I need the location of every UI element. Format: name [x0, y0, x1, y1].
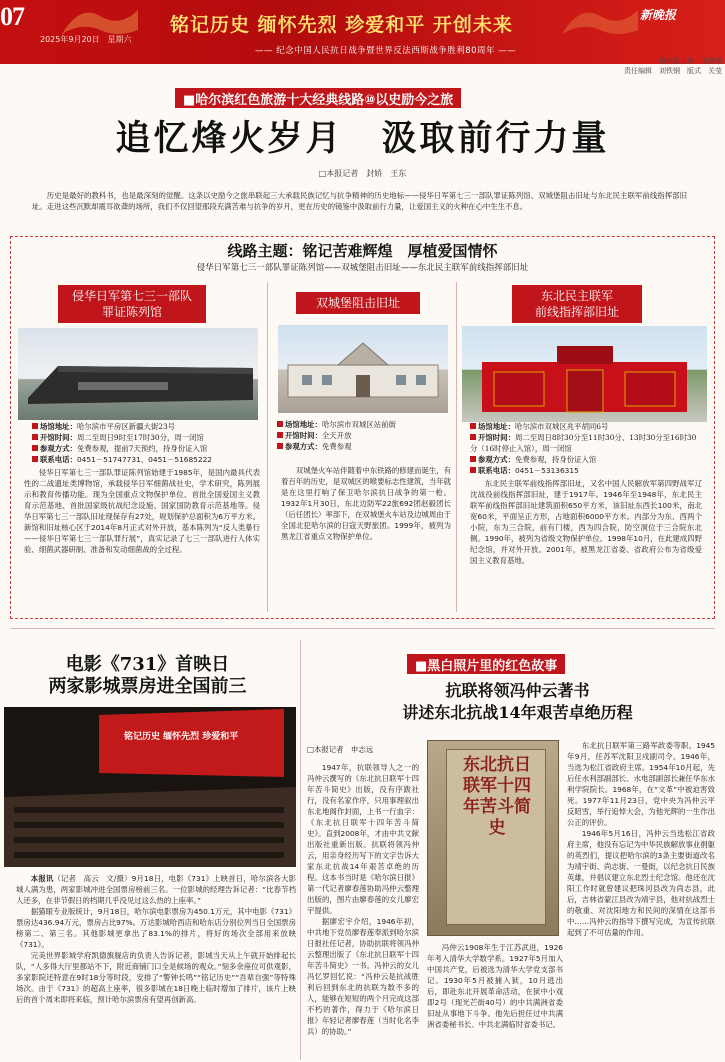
bw-paragraph: 东北抗日联军第三路军政委等职。1945年9月，任苏军沈阳卫戍副司令。1946年，当选为松江省政府主席。1954年10月起，先后任水利部副部长、水电部副部长兼任华东水利学院院长。1968年，在“文革”中被迫害致死。1977年11月23日，党中央为冯仲云平反昭雪，举行追悼大会，为他光辉的一生作出公正的评价。: [567, 741, 715, 827]
photo-book-cover: [427, 740, 559, 936]
info-value: 周二至周日8时30分至11时30分、13时30分至16时30分（16时停止入馆），周一闭馆: [470, 433, 697, 453]
section-banner: ■黑白照片里的红色故事: [407, 654, 565, 674]
issue-date: 2025年9月20日 星期六: [40, 35, 132, 44]
section-divider: [10, 628, 715, 629]
info-key: 场馆地址：: [40, 422, 77, 431]
site-desc-shuangcheng: 双城堡火车站伴随着中东铁路的修建而诞生，有着百年的历史，是双城区的喉要标志性建筑，当年就是在这里打响了保卫哈尔滨抗日战争的第一枪。1932年1月30日，东北边防军22旅692团赵毅团长（后任团长）率部下，在双城堡火车站及边城周由于全国北犯哈尔滨的日寇天野旅团。1999年，被列为黑龙江省重点文物保护单位。: [281, 466, 451, 541]
bw-paragraph: 据廖宏宇介绍，1946年初，中共地下党员廖春莲奉派到哈尔滨日报社任记者，协助抗联将领冯仲云整理出版了《东北抗日联军十四年苦斗简史》一书。冯仲云的女儿冯忆罗回忆说：“冯仲云是抗战胜利后回到东北的抗联为数不多的人，能够在短短的两个月完成这部不朽的著作，得力于《哈尔滨日报》年轻记者廖春莲（当时化名李兵）的协助。”: [307, 917, 419, 1036]
bw-column-3: [567, 740, 715, 1060]
intro-paragraph: 历史是最好的教科书，也是最深刻的觉醒。这条以史励今之旅串联起三大承载民族记忆与抗争精神的历史地标——侵华日军第七三一部队罪证陈列馆、双城堡阻击旧址与东北民主联军前线指挥部旧址。走进这些沉默却震耳欲聋的场所，我们不仅回望那段充满苦难与抗争的岁月，更在历史的镜鉴中汲取前行力量，让爱国主义的火种在心中生生不息。: [32, 191, 687, 211]
editor-line: 值班副主编 王晓海: [659, 57, 722, 65]
info-value: 免费参观，持身份证入馆: [514, 455, 597, 464]
bw-paragraph: 1947年，抗联领导人之一的冯仲云撰写的《东北抗日联军十四年苦斗简史》出版，没有序跋社行，没有名家作序，只用事理叙出东北地阁作封面，上书一行血字：《东北抗日联军十四年苦斗简史》。直到2008年，才由中共文献出版社重新出版。抗联将领冯仲云，用亲身经历写下的文字告诉大家东北抗战14年艰苦卓绝的历程。这本书当时是《哈尔滨日报》第一代记者廖春莲协助冯仲云整理出版的，图片由廖春莲的女儿廖宏宇提供。: [307, 763, 419, 915]
site-desc-731: 侵华日军第七三一部队罪证陈列馆始建于1985年，是国内最具代表性的二战遗址类博物馆，承载侵华日军细菌战社史，学术研究，陈列展示和教育传播功能。现为全国重点文物保护单位、首批全国爱国主义教育示范基地、首批国家级抗战纪念设施、国家国防教育示范基地等。侵华日军第七三一部队旧址现保存有27处，规划保护总面积为6万平方米。新馆和旧址核心区于2014年8月正式对外开放，基本陈列为“反人类暴行——侵华日军第七三一部队罪行展”，真实记录了七三一部队进行人体实验、细菌武器研制、准备和发动细菌战的全过程。: [24, 468, 260, 554]
info-key: 参观方式：: [285, 442, 322, 451]
column-divider: [267, 282, 268, 612]
site-title-line: 侵华日军第七三一部队: [71, 289, 192, 303]
info-key: 开馆时间：: [478, 433, 515, 442]
site-title-line: 东北民主联军: [540, 289, 613, 303]
byline-value: （记者 高云 文/摄）: [53, 874, 132, 883]
info-key: 开馆时间：: [285, 431, 322, 440]
headline-line: 讲述东北抗战14年艰苦卓绝历程: [402, 703, 633, 722]
movie-paragraph: 完美世界影城学府凯德旗舰店的负责人告诉记者，影城当天从上午就开始排起长队，“人多得大厅里都站不下，附近商铺门口全是候场的观众。”刻多余座位可供观影，多家影院还特意在9时18分等时段，安排了“警钟长鸣”“铭记历史”“吾辈自强”等特殊场次。由于《731》的超高上座率，很多影城在18日晚上临时增加了排片，该片上映后的首个周末即将来临，预计哈尔滨票房有望再创新高。: [16, 951, 296, 1004]
byline-key: 本报讯: [30, 874, 54, 883]
info-value: 哈尔滨市双城区兆平胡同6号: [514, 422, 609, 431]
photo-shuangcheng-station: [278, 325, 448, 413]
section-banner: ■哈尔滨红色旅游十大经典线路⑩以史励今之旅: [175, 88, 461, 108]
headline-line: 电影《731》首映日: [65, 654, 230, 675]
info-value: 0451－53136315: [514, 466, 579, 475]
info-key: 参观方式：: [40, 444, 77, 453]
headline-line: 抗联将领冯仲云著书: [445, 681, 590, 700]
photo-cinema-hall: [4, 707, 296, 867]
movie-headline: [0, 654, 295, 698]
movie-paragraph: 9月18日，电影《731》上映首日，哈尔滨各大影城人满为患，两家影城冲进全国票房榜前三名。一位影城的经理告诉记者：“比春节档人还多，在非节假日的档期几乎没见过这么热的上座率。”: [16, 874, 296, 905]
main-headline: 追忆烽火岁月 汲取前行力量: [115, 118, 610, 159]
site-info-hq: [470, 421, 700, 476]
screen-text: 铭记历史 缅怀先烈 珍爱和平: [124, 732, 239, 742]
info-key: 参观方式：: [478, 455, 515, 464]
bw-column-1: [307, 762, 419, 1060]
photo-hq-gate: [462, 326, 707, 422]
editor-credits: [612, 56, 722, 76]
byline: □本报记者 申志远: [307, 745, 374, 754]
bw-photo-caption: 冯仲云1908年生于江苏武进，1926年考入清华大学数学系。1927年5月加入中国共产党，后被选为清华大学党支部书记。1930年5月被捕入狱，10月逃出后，即赴东北开展革命活动，在狱中小戏即2号（现光芒街40号）的中共满洲省委旧址从事地下斗争。他先后担任过中共满洲省委秘书长、中共北满临时省委书记、: [427, 943, 563, 1029]
site-title-line: 罪证陈列馆: [101, 305, 162, 319]
movie-body: [16, 873, 296, 1005]
info-key: 联系电话：: [40, 455, 77, 464]
column-divider: [456, 282, 457, 612]
site-title-line: 双城堡阻击旧址: [315, 296, 400, 310]
photo-731-museum: [18, 328, 258, 420]
info-value: 哈尔滨市双城区站前街: [321, 420, 396, 429]
site-title-731: [58, 285, 206, 323]
site-title-line: 前线指挥部旧址: [534, 305, 619, 319]
bw-headline: [310, 680, 725, 724]
info-value: 全天开放: [321, 431, 352, 440]
movie-paragraph: 据猫眼专业版统计，9月18日，哈尔滨电影票房为450.1万元，其中电影《731》票房达436.94万元，票房占比97%。万达影城哈西店和哈东店分别位列当日全国票房榜第二、第三名。其他影城更拿出了83.1%的排片，将好的场次全部用来放映《731》。: [16, 907, 296, 949]
flag-icon: [560, 4, 640, 40]
route-theme: 线路主题：铭记苦难辉煌 厚植爱国情怀: [227, 242, 498, 260]
site-title-hq: [512, 285, 642, 323]
site-desc-hq: 东北民主联军前线指挥部旧址，又名中国人民解放军第四野战军辽沈战役前线指挥部旧址，建于1917年。1946年至1948年，东北民主联军前线指挥部旧址建筑面积650平方米，该旧址东西长100米，南北宽60米，平面呈正方形，占地面积6000平方米。内部分为东、西两个小院，东为三合院，前有门楼，西为四合院，防空洞位于三合院东北侧。1990年，被列为省级文物保护单位。1998年10月，在此建成四野纪念馆，并对外开放。2001年，被黑龙江省委、省政府公布为省级爱国主义教育基地。: [470, 479, 702, 565]
info-value: 免费参观: [321, 442, 352, 451]
slogan: 铭记历史 缅怀先烈 珍爱和平 开创未来: [170, 14, 513, 36]
info-key: 场馆地址：: [285, 420, 322, 429]
info-value: 哈尔滨市平房区新疆大街23号: [76, 422, 176, 431]
editor-line: 责任编辑 刘铁钢 版式 关莹: [624, 67, 722, 75]
info-key: 联系电话：: [478, 466, 515, 475]
site-info-731: [32, 421, 262, 465]
info-value: 免费参观，提前7天预约，持身份证入馆: [76, 444, 208, 453]
slogan-sub: —— 纪念中国人民抗日战争暨世界反法西斯战争胜利80周年 ——: [255, 46, 517, 56]
page-number: 07: [0, 2, 24, 31]
byline: □本报记者 封娇 王东: [318, 169, 407, 178]
info-key: 开馆时间：: [40, 433, 77, 442]
info-key: 场馆地址：: [478, 422, 515, 431]
headline-line: 两家影城票房进全国前三: [48, 676, 247, 697]
newspaper-logo: 新晚报: [640, 8, 677, 22]
route-path: 侵华日军第七三一部队罪证陈列馆——双城堡阻击旧址——东北民主联军前线指挥部旧址: [196, 263, 529, 273]
column-divider: [300, 640, 301, 1060]
site-title-shuangcheng: [296, 292, 420, 314]
book-cover-title: 东北抗日联军十四年苦斗简史: [463, 755, 531, 838]
bw-paragraph: 1946年5月16日，冯仲云当选松江省政府主席，他没有忘记为中华民族解放事业捐躯的英烈们，提议把哈尔滨的3条主要街道改名为靖宇街、尚志街、一曼街，以纪念抗日民族英雄，并倡议建立东北烈士纪念馆。他还在沈阳工作时就曾建议把珠河县改为尚志县，此后，吉林省蒙江县改为靖宇县，他对抗战烈士的敬重、对沈阳地方和民间的深情在这部书中……冯仲云的指导下撰写完成，为宣传抗联起到了不可估量的作用。: [567, 829, 715, 937]
info-value: 0451－51747731、0451－51685222: [76, 455, 212, 464]
site-info-shuangcheng: [277, 419, 453, 452]
info-value: 周二至周日9时至17时30分，周一闭馆: [76, 433, 204, 442]
